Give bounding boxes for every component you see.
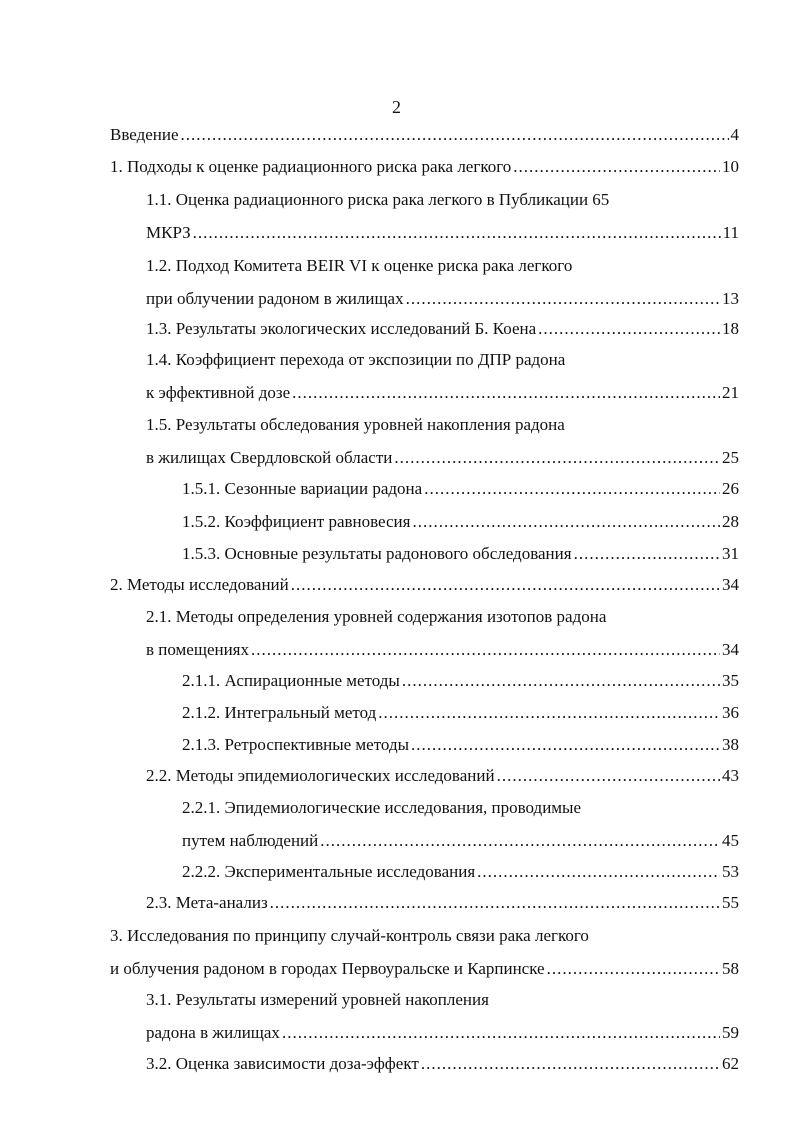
toc-entry-2-2-2[interactable] <box>182 861 739 883</box>
toc-entry-1-3[interactable] <box>146 318 739 340</box>
dot-leader <box>411 734 720 756</box>
toc-page-number: 62 <box>722 1054 739 1073</box>
dot-leader <box>282 1022 720 1044</box>
toc-entry-3-1[interactable] <box>146 989 739 1044</box>
toc-page-number: 59 <box>722 1023 739 1042</box>
toc-entry-title: 3.2. Оценка зависимости доза-эффект <box>146 1054 419 1073</box>
dot-leader <box>394 447 720 469</box>
dot-leader <box>538 318 720 340</box>
toc-entry-title: 1.5.1. Сезонные вариации радона <box>182 479 423 498</box>
toc-entry-title-line1: 1.4. Коэффициент перехода от экспозиции по ДПР радона <box>146 350 566 369</box>
dot-leader <box>497 765 720 787</box>
toc-entry-title-line2: радона в жилищах <box>146 1023 280 1042</box>
toc-entry-title: 2.1.1. Аспирационные методы <box>182 671 400 690</box>
toc-page-number: 31 <box>722 544 739 563</box>
dot-leader <box>193 222 721 244</box>
toc-page-number: 53 <box>722 862 739 881</box>
toc-entry-title: 2.2. Методы эпидемиологических исследований <box>146 766 495 785</box>
page-number: 2 <box>392 97 401 117</box>
toc-entry-1-5-2[interactable] <box>182 511 739 533</box>
toc-entry-chapter-3[interactable] <box>110 925 739 980</box>
toc-entry-1-4[interactable] <box>146 349 739 404</box>
toc-entry-title: 1.5.2. Коэффициент равновесия <box>182 512 411 531</box>
toc-entry-title: 2. Методы исследований <box>110 575 289 594</box>
toc-entry-1-5-3[interactable] <box>182 543 739 565</box>
toc-entry-title: 1.3. Результаты экологических исследований Б. Коена <box>146 319 537 338</box>
toc-page-number: 18 <box>722 319 739 338</box>
toc-entry-title: 1. Подходы к оценке радиационного риска рака легкого <box>110 157 512 176</box>
dot-leader <box>421 1053 720 1075</box>
dot-leader <box>251 639 720 661</box>
toc-entry-title-line1: 3. Исследования по принципу случай-контроль связи рака легкого <box>110 926 589 945</box>
dot-leader <box>424 478 720 500</box>
toc-entry-1-2[interactable] <box>146 255 739 310</box>
toc-entry-title-line1: 2.1. Методы определения уровней содержания изотопов радона <box>146 607 607 626</box>
toc-page-number: 43 <box>722 766 739 785</box>
toc-page-number: 26 <box>722 479 739 498</box>
toc-page-number: 34 <box>722 640 739 659</box>
toc-page-number: 21 <box>722 383 739 402</box>
dot-leader <box>406 288 720 310</box>
toc-entry-title-line1: 1.2. Подход Комитета BEIR VI к оценке риска рака легкого <box>146 256 573 275</box>
toc-entry-title: Введение <box>110 125 179 144</box>
toc-page-number: 25 <box>722 448 739 467</box>
toc-entry-2-3[interactable] <box>146 892 739 914</box>
dot-leader <box>292 382 720 404</box>
toc-entry-2-1[interactable] <box>146 606 739 661</box>
dot-leader <box>378 702 720 724</box>
dot-leader <box>574 543 720 565</box>
toc-page-number: 11 <box>722 223 739 242</box>
toc-page-number: 58 <box>722 959 739 978</box>
toc-page-number: 13 <box>722 289 739 308</box>
dot-leader <box>320 830 720 852</box>
toc-entry-title-line2: путем наблюдений <box>182 831 319 850</box>
toc-entry-introduction[interactable] <box>110 124 739 146</box>
dot-leader <box>402 670 720 692</box>
toc-entry-title: 2.1.2. Интегральный метод <box>182 703 377 722</box>
toc-page-number: 4 <box>730 125 739 144</box>
toc-entry-title-line1: 1.5. Результаты обследования уровней накопления радона <box>146 415 565 434</box>
toc-entry-1-5-1[interactable] <box>182 478 739 500</box>
toc-entry-title-line1: 2.2.1. Эпидемиологические исследования, проводимые <box>182 798 582 817</box>
toc-entry-title-line1: 1.1. Оценка радиационного риска рака легкого в Публикации 65 <box>146 190 610 209</box>
toc-entry-2-2[interactable] <box>146 765 739 787</box>
toc-entry-title: 2.3. Мета-анализ <box>146 893 268 912</box>
dot-leader <box>291 574 720 596</box>
toc-entry-title-line2: в жилищах Свердловской области <box>146 448 393 467</box>
toc-page-number: 45 <box>722 831 739 850</box>
toc-entry-3-2[interactable] <box>146 1053 739 1075</box>
toc-page-number: 35 <box>722 671 739 690</box>
toc-entry-title-line2: при облучении радоном в жилищах <box>146 289 404 308</box>
toc-entry-title: 2.2.2. Экспериментальные исследования <box>182 862 476 881</box>
toc-entry-2-2-1[interactable] <box>182 797 739 852</box>
toc-entry-1-5[interactable] <box>146 414 739 469</box>
toc-entry-title-line2: к эффективной дозе <box>146 383 291 402</box>
toc-page-number: 38 <box>722 735 739 754</box>
toc-entry-2-1-3[interactable] <box>182 734 739 756</box>
toc-entry-title-line2: МКРЗ <box>146 223 191 242</box>
dot-leader <box>270 892 720 914</box>
toc-entry-2-1-1[interactable] <box>182 670 739 692</box>
toc-entry-2-1-2[interactable] <box>182 702 739 724</box>
dot-leader <box>513 156 720 178</box>
toc-entry-1-1[interactable] <box>146 189 739 244</box>
toc-entry-title: 2.1.3. Ретроспективные методы <box>182 735 410 754</box>
toc-entry-title-line2: и облучения радоном в городах Первоуральске и Карпинске <box>110 959 545 978</box>
dot-leader <box>547 958 720 980</box>
toc-page-number: 10 <box>722 157 739 176</box>
dot-leader <box>412 511 720 533</box>
toc-entry-title: 1.5.3. Основные результаты радонового обследования <box>182 544 572 563</box>
toc-page-number: 55 <box>722 893 739 912</box>
toc-entry-title-line1: 3.1. Результаты измерений уровней накопления <box>146 990 489 1009</box>
toc-entry-title-line2: в помещениях <box>146 640 250 659</box>
toc-page-number: 34 <box>722 575 739 594</box>
dot-leader <box>477 861 720 883</box>
toc-page-number: 36 <box>722 703 739 722</box>
toc-page-number: 28 <box>722 512 739 531</box>
toc-entry-chapter-2[interactable] <box>110 574 739 596</box>
dot-leader <box>181 124 729 146</box>
toc-entry-chapter-1[interactable] <box>110 156 739 178</box>
